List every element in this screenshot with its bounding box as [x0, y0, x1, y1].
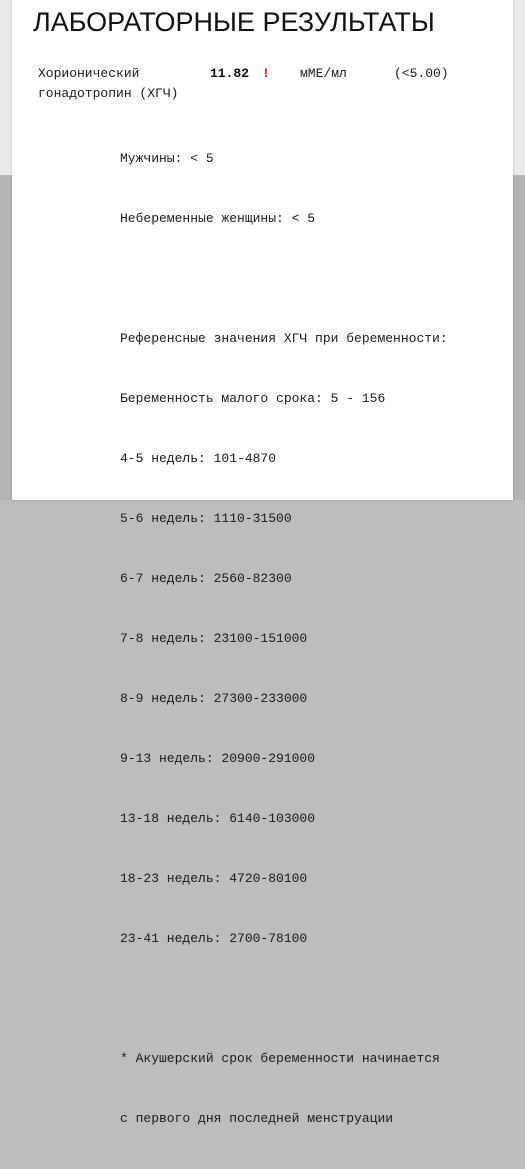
note-week-range: 5-6 недель: 1110-31500: [120, 511, 292, 526]
note-week-range: 18-23 недель: 4720-80100: [120, 871, 308, 886]
note-week-range: 6-7 недель: 2560-82300: [120, 571, 292, 586]
note-week-range: 4-5 недель: 101-4870: [120, 451, 277, 466]
note-men: Мужчины: < 5: [120, 151, 214, 166]
note-week-range: 13-18 недель: 6140-103000: [120, 811, 316, 826]
test-value: 11.82: [210, 66, 250, 81]
note-footnote: * Акушерский срок беременности начинается: [120, 1051, 440, 1066]
page-title: ЛАБОРАТОРНЫЕ РЕЗУЛЬТАТЫ: [33, 7, 435, 37]
note-week-range: 23-41 недель: 2700-78100: [120, 931, 308, 946]
lab-results-sheet: [12, 0, 513, 1126]
note-early-pregnancy: Беременность малого срока: 5 - 156: [120, 391, 386, 406]
note-footnote: с первого дня последней менструации: [120, 1111, 394, 1126]
reference-range: (<5.00): [394, 66, 449, 81]
note-week-range: 8-9 недель: 27300-233000: [120, 691, 308, 706]
test-name: [38, 64, 178, 104]
note-spacer: [120, 269, 448, 289]
note-week-range: 7-8 недель: 23100-151000: [120, 631, 308, 646]
abnormal-flag-icon: !: [262, 66, 270, 81]
note-non-pregnant: Небеременные женщины: < 5: [120, 211, 316, 226]
test-name-line2: гонадотропин (ХГЧ): [38, 86, 179, 101]
note-ref-header: Референсные значения ХГЧ при беременности:: [120, 331, 448, 346]
test-unit: мМЕ/мл: [300, 66, 347, 81]
reference-notes: [120, 109, 448, 1169]
note-spacer: [120, 989, 448, 1009]
test-name-line1: Хорионический: [38, 66, 140, 81]
note-week-range: 9-13 недель: 20900-291000: [120, 751, 316, 766]
